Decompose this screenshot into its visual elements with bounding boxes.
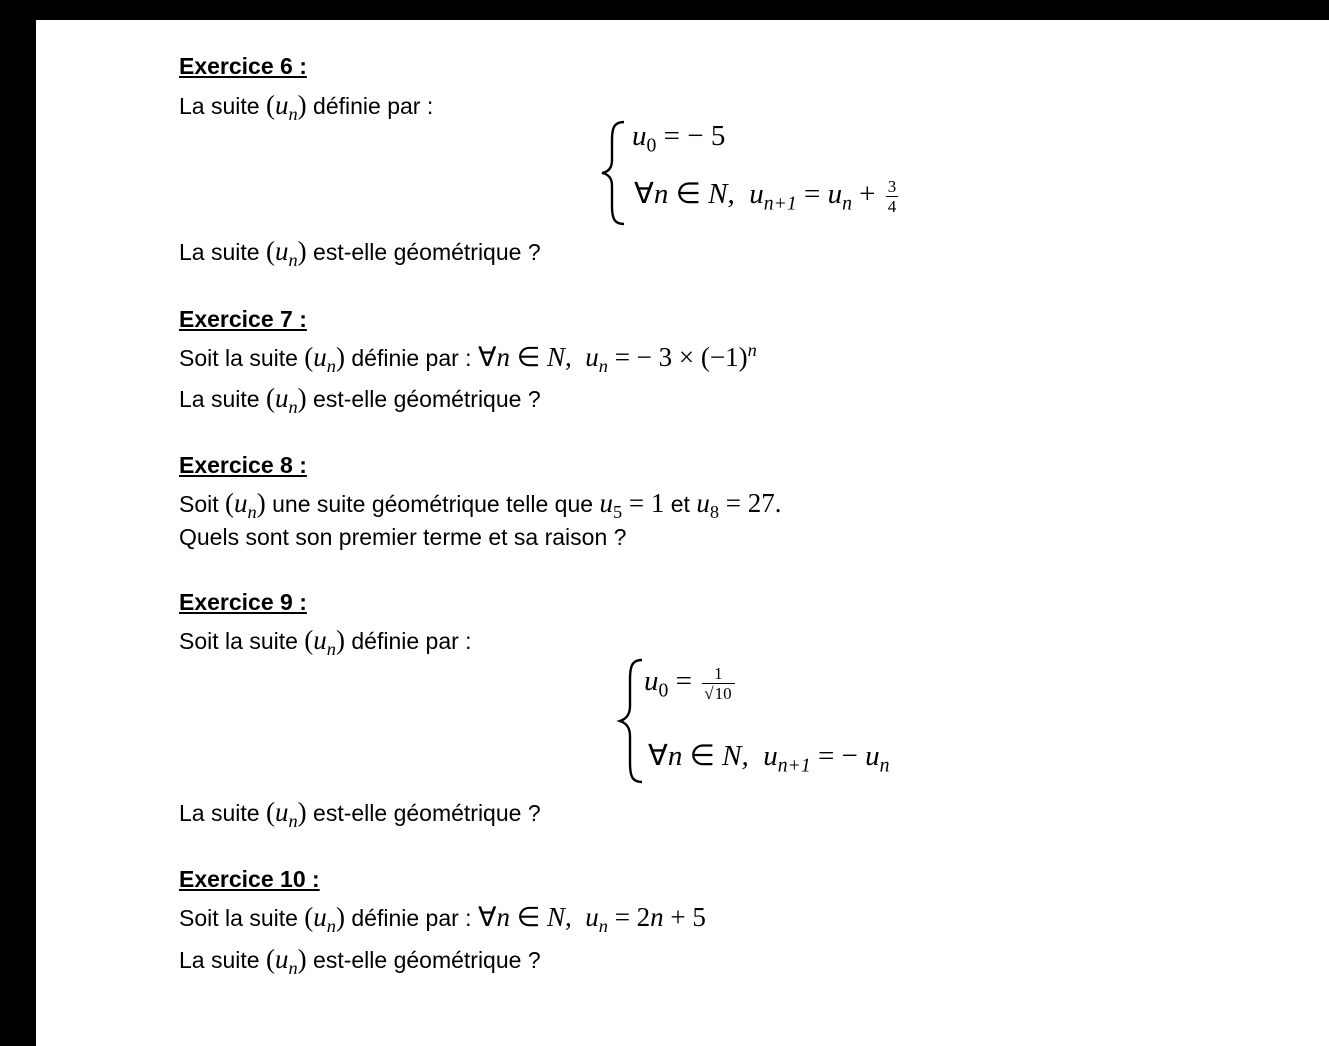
exercise-7-intro: Soit la suite $(u_n)$ définie par : ∀n ∈ N, $u_n$ = − $3 \times (-1)^n$ [179,339,757,376]
exercise-8-line-1: Soit $(u_n)$ une suite géométrique telle que $u_5 = 1$ et $u_8 = 27$. [179,488,782,522]
exercise-10-heading: Exercice 10 : [179,866,320,892]
fraction-three-quarters: $\frac{3}{4}$ [887,176,897,216]
fraction-one-over-root-ten: $\frac{1}{√10}$ [702,664,734,703]
exercise-6-system [598,118,998,228]
exercise-9-intro: Soit la suite $(u_n)$ définie par : [179,625,472,659]
exercise-7-formula: ∀n ∈ N, $u_n$ = − $3 \times (-1)^n$ [477,339,757,376]
exercise-10-question: La suite $(u_n)$ est-elle géométrique ? [179,944,541,978]
left-brace-icon [598,118,628,228]
system-line-2: ∀n ∈ N, $u_{n+1} = u_n$ + $\frac{3}{4}$ [634,176,897,216]
exercise-6-intro: La suite $(u_n)$ définie par : [179,90,434,124]
exercise-6-question: La suite $(u_n)$ est-elle géométrique ? [179,236,541,270]
system-line-1: $u_0$ = $\frac{1}{√10}$ [644,664,735,703]
system-line-1: $u_0$ = − 5 [632,120,726,157]
exercise-10-formula: ∀n ∈ N, $u_n = 2n + 5$ [477,902,706,936]
exercise-7-question: La suite $(u_n)$ est-elle géométrique ? [179,383,541,417]
exercise-9-system [616,656,1016,786]
exercise-8-heading: Exercice 8 : [179,452,307,478]
exercise-9-question: La suite $(u_n)$ est-elle géométrique ? [179,797,541,831]
exercise-6-heading: Exercice 6 : [179,53,307,79]
exercise-8-line-2: Quels sont son premier terme et sa raison ? [179,524,627,550]
left-brace-icon [616,656,646,786]
exercise-9-heading: Exercice 9 : [179,589,307,615]
system-line-2: ∀n ∈ N, $u_{n+1}$ = − $u_n$ [648,740,890,777]
sequence-symbol: $(u_n)$ [265,90,307,124]
exercise-7-heading: Exercice 7 : [179,306,307,332]
document-page [36,20,1329,1046]
exercise-10-intro: Soit la suite $(u_n)$ définie par : ∀n ∈ N, $u_n = 2n + 5$ [179,902,706,936]
